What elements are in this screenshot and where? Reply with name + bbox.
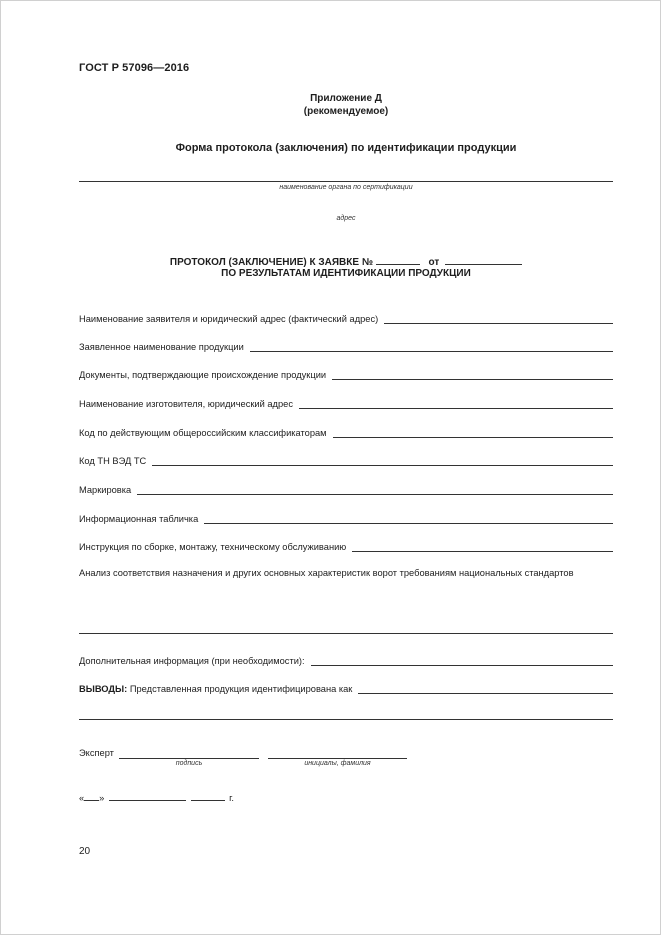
field-documents	[79, 366, 613, 380]
field-manufacturer	[79, 395, 613, 409]
protocol-from: от	[428, 257, 440, 268]
application-date-field[interactable]	[445, 255, 522, 265]
tn-ved-input-line[interactable]	[152, 456, 613, 466]
date-year-field[interactable]	[191, 791, 225, 801]
field-label: Код по действующим общероссийским классификаторам	[79, 428, 327, 438]
documents-input-line[interactable]	[332, 370, 613, 380]
appendix-title: Приложение Д	[310, 93, 382, 104]
application-number-field[interactable]	[376, 255, 420, 265]
analysis-label: Анализ соответствия назначения и других основных характеристик ворот требованиям национальных стандартов	[79, 568, 574, 578]
date-close-quote: »	[99, 793, 105, 803]
manufacturer-input-line[interactable]	[299, 399, 613, 409]
appendix-subtitle: (рекомендуемое)	[303, 106, 389, 117]
signature-line[interactable]	[119, 758, 259, 759]
field-label: Заявленное наименование продукции	[79, 342, 244, 352]
applicant-input-line[interactable]	[384, 314, 613, 324]
date-year-suffix: г.	[229, 793, 234, 803]
initials-caption: инициалы, фамилия	[304, 760, 371, 767]
field-label: Код ТН ВЭД ТС	[79, 456, 147, 466]
field-info-plate	[79, 510, 613, 524]
date-day-field[interactable]	[84, 791, 99, 801]
analysis-input-line[interactable]	[79, 633, 613, 634]
info-plate-input-line[interactable]	[204, 514, 613, 524]
conclusions-continuation-line[interactable]	[79, 719, 613, 720]
field-tn-ved	[79, 452, 613, 466]
protocol-heading-line2: ПО РЕЗУЛЬТАТАМ ИДЕНТИФИКАЦИИ ПРОДУКЦИИ	[221, 268, 471, 279]
org-name-line[interactable]	[79, 181, 613, 182]
field-product-name	[79, 338, 613, 352]
field-label: Дополнительная информация (при необходимости):	[79, 656, 305, 666]
field-label: Информационная табличка	[79, 514, 199, 524]
field-label: Наименование изготовителя, юридический адрес	[79, 399, 293, 409]
product-name-input-line[interactable]	[250, 342, 613, 352]
classifier-code-input-line[interactable]	[333, 428, 613, 438]
date-line	[79, 791, 234, 803]
initials-line[interactable]	[268, 758, 407, 759]
field-applicant	[79, 310, 613, 324]
conclusions-label: ВЫВОДЫ:	[79, 684, 128, 694]
org-name-caption: наименование органа по сертификации	[279, 184, 413, 191]
field-additional	[79, 652, 613, 666]
conclusions-input-line[interactable]	[358, 684, 613, 694]
field-label: Документы, подтверждающие происхождение продукции	[79, 370, 327, 380]
field-label: Наименование заявителя и юридический адрес (фактический адрес)	[79, 314, 379, 324]
form-title: Форма протокола (заключения) по идентификации продукции	[175, 142, 517, 154]
date-open-quote: «	[79, 793, 85, 803]
field-instruction	[79, 538, 613, 552]
marking-input-line[interactable]	[137, 485, 613, 495]
additional-input-line[interactable]	[311, 656, 613, 666]
instruction-input-line[interactable]	[352, 542, 613, 552]
field-classifier-code	[79, 424, 613, 438]
signature-caption: подпись	[175, 760, 203, 767]
field-label: Маркировка	[79, 485, 132, 495]
document-header: ГОСТ Р 57096—2016	[79, 62, 190, 74]
expert-label: Эксперт	[79, 748, 114, 758]
field-conclusions	[79, 680, 613, 694]
conclusions-text: Представленная продукция идентифицирована как	[129, 684, 353, 694]
protocol-title: ПРОТОКОЛ (ЗАКЛЮЧЕНИЕ) К ЗАЯВКЕ №	[169, 257, 373, 268]
date-month-field[interactable]	[109, 791, 186, 801]
address-caption: адрес	[336, 215, 356, 222]
field-marking	[79, 481, 613, 495]
page-number: 20	[79, 846, 91, 857]
protocol-heading-line1	[0, 255, 661, 268]
field-label	[79, 684, 352, 694]
field-label: Инструкция по сборке, монтажу, техническому обслуживанию	[79, 542, 347, 552]
